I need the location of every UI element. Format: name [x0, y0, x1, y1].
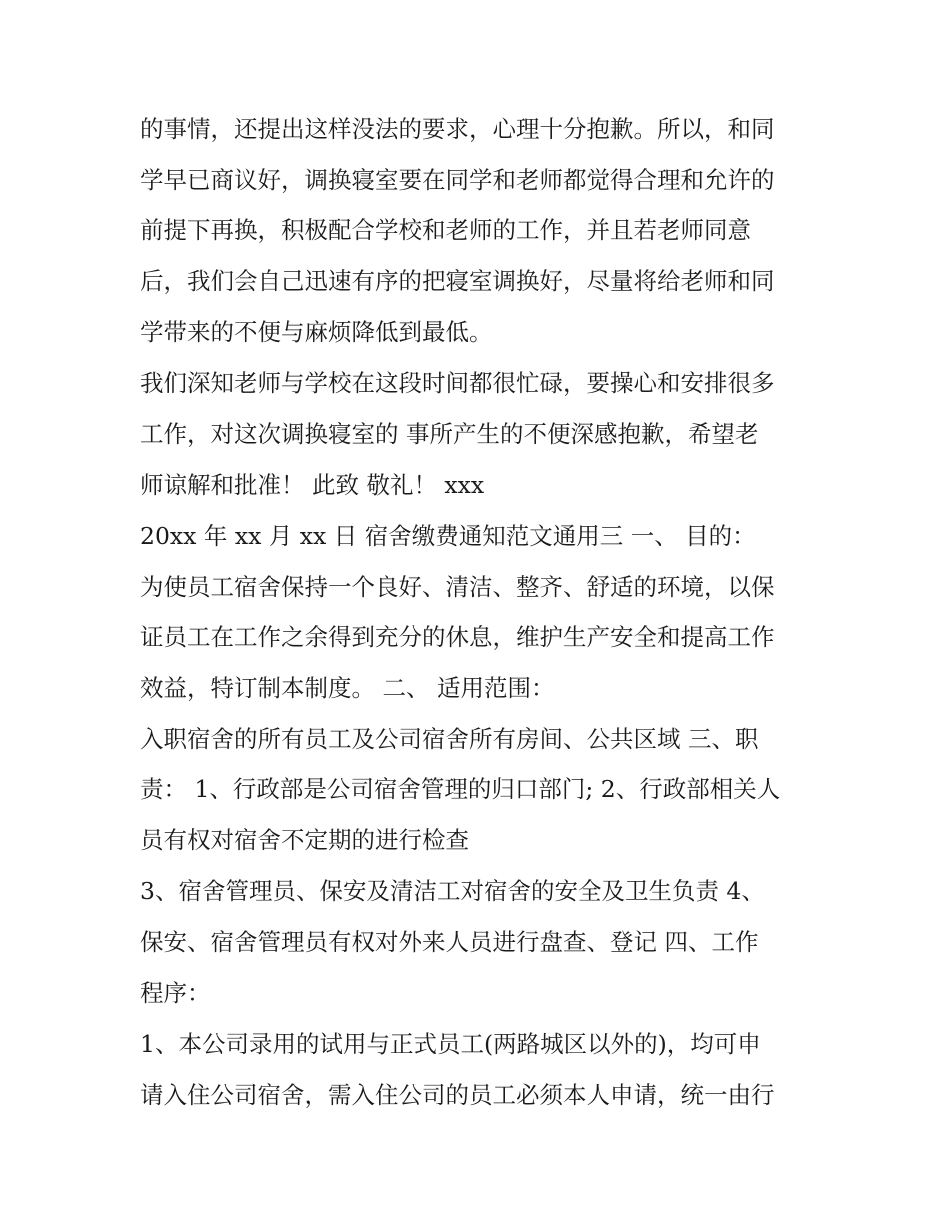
text-line: 证员工在工作之余得到充分的休息，维护生产安全和提高工作	[140, 623, 775, 651]
text-line: 学带来的不便与麻烦降低到最低。	[140, 318, 493, 346]
text-line: 的事情，还提出这样没法的要求，心理十分抱歉。所以，和同	[140, 115, 775, 143]
text-line: 责： 1、行政部是公司宿舍管理的归口部门; 2、行政部相关人	[140, 775, 781, 803]
text-line: 员有权对宿舍不定期的进行检查	[140, 826, 469, 854]
text-line: 师谅解和批准！ 此致 敬礼！ xxx	[140, 471, 485, 499]
text-line: 效益，特订制本制度。 二、 适用范围：	[140, 674, 555, 702]
text-line: 请入住公司宿舍，需入住公司的员工必须本人申请，统一由行	[140, 1081, 775, 1109]
text-line: 前提下再换，积极配合学校和老师的工作，并且若老师同意	[140, 216, 751, 244]
text-line: 学早已商议好，调换寝室要在同学和老师都觉得合理和允许的	[140, 166, 775, 194]
text-line: 1、本公司录用的试用与正式员工(两路城区以外的)，均可申	[140, 1030, 761, 1058]
text-line: 程序：	[140, 979, 211, 1007]
text-line: 入职宿舍的所有员工及公司宿舍所有房间、公共区域 三、职	[140, 725, 759, 753]
text-line: 工作，对这次调换寝室的 事所产生的不便深感抱歉，希望老	[140, 420, 759, 448]
text-line: 我们深知老师与学校在这段时间都很忙碌，要操心和安排很多	[140, 369, 775, 397]
text-line: 后，我们会自己迅速有序的把寝室调换好，尽量将给老师和同	[140, 267, 775, 295]
text-line: 为使员工宿舍保持一个良好、清洁、整齐、舒适的环境，以保	[140, 573, 775, 601]
text-line: 3、宿舍管理员、保安及清洁工对宿舍的安全及卫生负责 4、	[140, 877, 765, 905]
text-line: 20xx 年 xx 月 xx 日 宿舍缴费通知范文通用三 一、 目的：	[140, 522, 756, 550]
text-line: 保安、宿舍管理员有权对外来人员进行盘查、登记 四、工作	[140, 928, 759, 956]
